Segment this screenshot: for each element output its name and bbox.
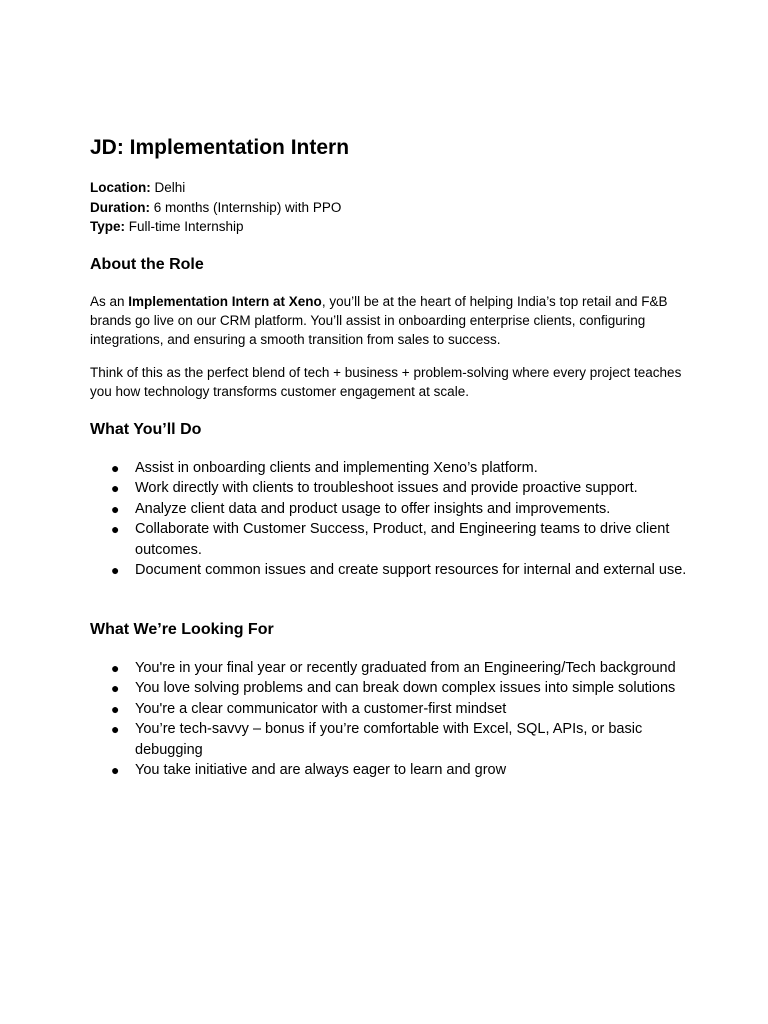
about-p1-prefix: As an	[90, 293, 129, 309]
document-title: JD: Implementation Intern	[90, 136, 350, 159]
looking-for-heading: What We’re Looking For	[90, 620, 274, 638]
bullet-icon: ●	[111, 680, 120, 696]
bullet-icon: ●	[111, 562, 120, 578]
meta-label: Location:	[90, 180, 151, 195]
about-p1-bold: Implementation Intern at Xeno	[128, 293, 322, 309]
list-item	[90, 499, 690, 520]
list-item	[90, 519, 690, 560]
list-item	[90, 458, 690, 479]
list-item-text: You take initiative and are always eager to learn and grow	[135, 762, 507, 778]
list-item	[90, 699, 690, 720]
about-heading: About the Role	[90, 255, 204, 273]
about-paragraph-2: Think of this as the perfect blend of tech + business + problem-solving where every project teaches you how technology transforms customer engagement at scale.	[90, 364, 682, 399]
bullet-icon: ●	[111, 500, 120, 517]
list-item	[90, 478, 690, 499]
list-item-text: You're a clear communicator with a customer-first mindset	[135, 700, 507, 717]
what-you-do-list	[90, 458, 690, 581]
about-paragraph-1	[90, 292, 690, 349]
list-item	[90, 719, 690, 760]
looking-for-list	[90, 658, 690, 781]
about-p1-suffix: , you’ll be at the heart of helping India’s top retail and F&B brands go live on our CRM platform. You’ll assist in onboarding enterprise clients, configuring integrations, and ensuring a smooth transition from sales to success.	[90, 293, 668, 347]
list-item-text: Collaborate with Customer Success, Product, and Engineering teams to drive client outcomes.	[135, 521, 670, 558]
bullet-icon: ●	[111, 459, 120, 476]
meta-duration	[90, 198, 690, 218]
bullet-icon: ●	[111, 521, 120, 537]
list-item-text: Work directly with clients to troubleshoot issues and provide proactive support.	[135, 480, 638, 496]
bullet-icon: ●	[111, 659, 120, 676]
list-item-text: Document common issues and create support resources for internal and external use.	[135, 562, 687, 578]
meta-label: Type:	[90, 219, 126, 234]
bullet-icon: ●	[111, 480, 120, 496]
bullet-icon: ●	[111, 721, 120, 737]
list-item	[90, 760, 690, 781]
meta-location	[90, 178, 690, 198]
list-item-text: You're in your final year or recently graduated from an Engineering/Tech background	[135, 659, 676, 676]
meta-type	[90, 217, 690, 237]
list-item-text: You’re tech-savvy – bonus if you’re comfortable with Excel, SQL, APIs, or basic debugging	[135, 721, 643, 758]
meta-label: Duration:	[90, 199, 150, 215]
list-item-text: Assist in onboarding clients and implementing Xeno’s platform.	[135, 459, 538, 476]
list-item	[90, 678, 690, 699]
bullet-icon: ●	[111, 762, 120, 778]
job-meta	[90, 178, 690, 237]
bullet-icon: ●	[111, 700, 120, 717]
meta-value: Full-time Internship	[125, 219, 244, 234]
meta-value: 6 months (Internship) with PPO	[150, 199, 342, 215]
document-page	[90, 134, 690, 781]
list-item-text: You love solving problems and can break down complex issues into simple solutions	[135, 680, 676, 696]
what-you-do-heading: What You’ll Do	[90, 420, 202, 438]
list-item	[90, 658, 690, 679]
list-item-text: Analyze client data and product usage to offer insights and improvements.	[135, 500, 611, 517]
meta-value: Delhi	[150, 180, 186, 195]
list-item	[90, 560, 690, 581]
